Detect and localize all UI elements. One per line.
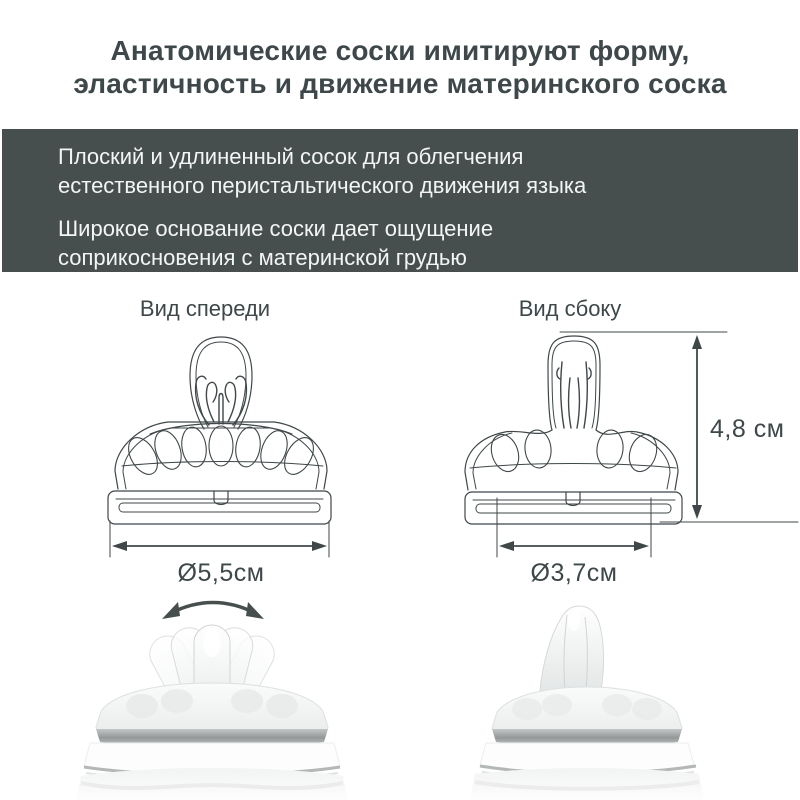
- side-view-drawing: [465, 336, 682, 524]
- photo-flexing-teat: [40, 585, 360, 800]
- side-dome: [465, 430, 678, 490]
- info-paragraph-2-line-2: соприкосновения с материнской грудью: [58, 245, 467, 270]
- arrowhead-left-icon: [112, 541, 127, 551]
- info-paragraph-1-line-2: естественного перистальтического движения языка: [58, 173, 587, 198]
- flex-motion-arrow-icon: [162, 602, 264, 619]
- info-paragraph-2-line-1: Широкое основание соски дает ощущение: [58, 216, 494, 241]
- front-diameter-dimension: [110, 521, 329, 557]
- page-title-line-1: Анатомические соски имитируют форму,: [110, 35, 690, 66]
- side-diameter-label: Ø3,7см: [530, 559, 618, 587]
- side-teat-outline: [548, 336, 600, 430]
- arrowhead-down-icon: [692, 505, 702, 519]
- bottle-body: [76, 768, 348, 800]
- front-dome: [115, 422, 327, 489]
- side-view-label: Вид сбоку: [518, 296, 622, 321]
- front-diameter-label: Ø5,5см: [177, 559, 265, 587]
- info-paragraph-1-line-1: Плоский и удлиненный сосок для облегчения: [58, 144, 524, 169]
- side-diameter-dimension: [497, 498, 651, 557]
- info-paragraph-1: [58, 142, 768, 200]
- height-label: 4,8 см: [710, 415, 785, 443]
- info-box: [2, 129, 798, 272]
- front-teat-outline: [190, 337, 252, 429]
- side-valve-detail: [557, 362, 591, 428]
- page-title-line-2: эластичность и движение материнского соска: [73, 68, 727, 99]
- info-paragraph-2: [58, 214, 768, 272]
- teat-side-photo: [540, 606, 604, 691]
- arrowhead-right-icon: [634, 541, 649, 551]
- side-collar-ring: [465, 492, 682, 524]
- front-valve-detail: [196, 376, 247, 425]
- arrowhead-right-icon: [312, 541, 327, 551]
- bottle-body: [470, 768, 704, 800]
- arrowhead-up-icon: [692, 335, 702, 349]
- side-petal-row: [487, 429, 661, 475]
- arrowhead-left-icon: [499, 541, 514, 551]
- page-title: [0, 34, 800, 100]
- technical-diagram: [0, 325, 800, 590]
- front-view-drawing: [108, 337, 331, 524]
- photo-side-teat: [420, 595, 800, 800]
- front-collar-ring: [108, 491, 331, 524]
- front-view-label: Вид спереди: [139, 296, 271, 321]
